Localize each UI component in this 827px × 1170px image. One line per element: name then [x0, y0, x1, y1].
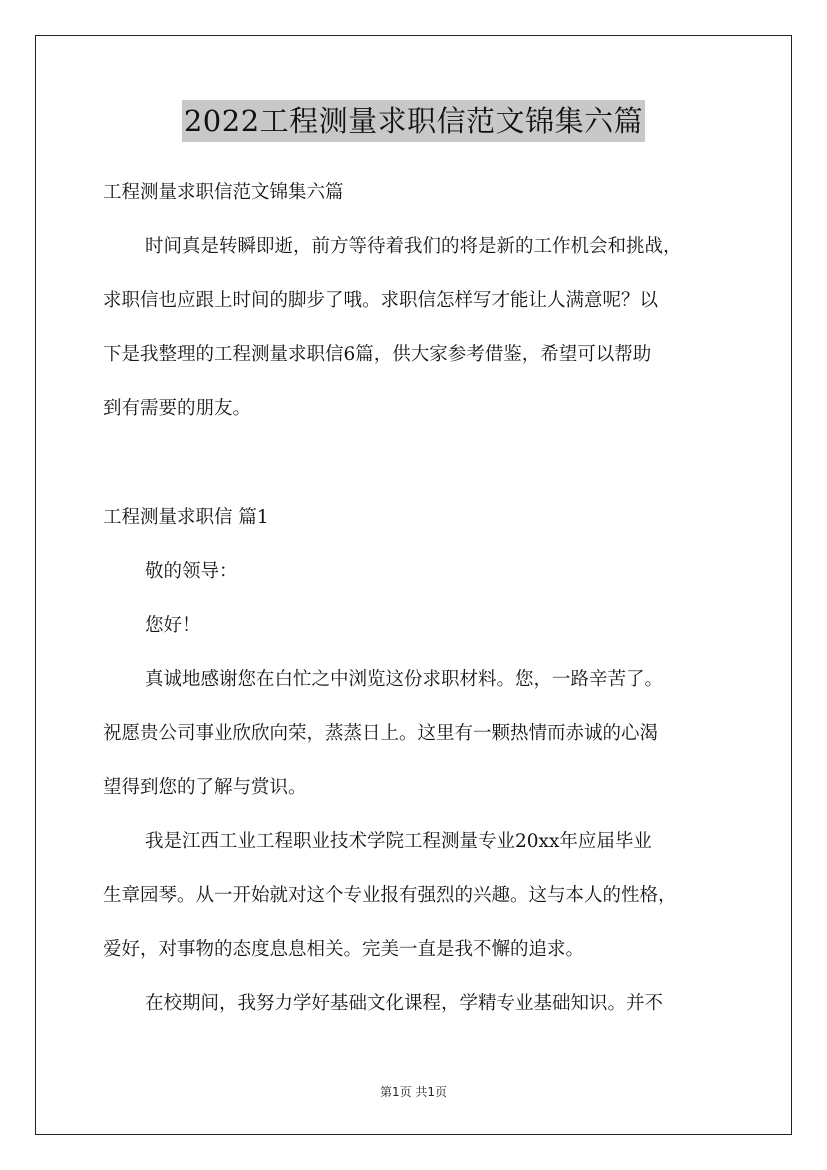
greeting: 您好！: [145, 615, 201, 636]
body-line-1: 真诚地感谢您在白忙之中浏览这份求职材料。您，一路辛苦了。: [145, 669, 664, 690]
page-footer: 第1页 共1页: [379, 1085, 448, 1099]
body-line-7: 在校期间，我努力学好基础文化课程，学精专业基础知识。并不: [145, 993, 664, 1014]
body-line-2: 祝愿贵公司事业欣欣向荣，蒸蒸日上。这里有一颗热情而赤诚的心渴: [103, 723, 659, 744]
salutation: 敬的领导：: [145, 561, 238, 582]
body-line-3: 望得到您的了解与赏识。: [103, 777, 307, 798]
document-subtitle: 工程测量求职信范文锦集六篇: [103, 182, 344, 203]
section-heading: 工程测量求职信 篇1: [103, 507, 269, 528]
intro-line-1: 时间真是转瞬即逝，前方等待着我们的将是新的工作机会和挑战，: [145, 236, 682, 257]
title-container: [0, 100, 827, 142]
body-line-4: 我是江西工业工程职业技术学院工程测量专业20xx年应届毕业: [145, 831, 652, 852]
body-line-5: 生章园琴。从一开始就对这个专业报有强烈的兴趣。这与本人的性格，: [103, 885, 677, 906]
intro-line-3: 下是我整理的工程测量求职信6篇，供大家参考借鉴，希望可以帮助: [103, 344, 652, 365]
document-title: 2022工程测量求职信范文锦集六篇: [182, 100, 645, 142]
intro-line-2: 求职信也应跟上时间的脚步了哦。求职信怎样写才能让人满意呢？以: [103, 290, 659, 311]
body-line-6: 爱好，对事物的态度息息相关。完美一直是我不懈的追求。: [103, 939, 585, 960]
intro-line-4: 到有需要的朋友。: [103, 398, 252, 419]
